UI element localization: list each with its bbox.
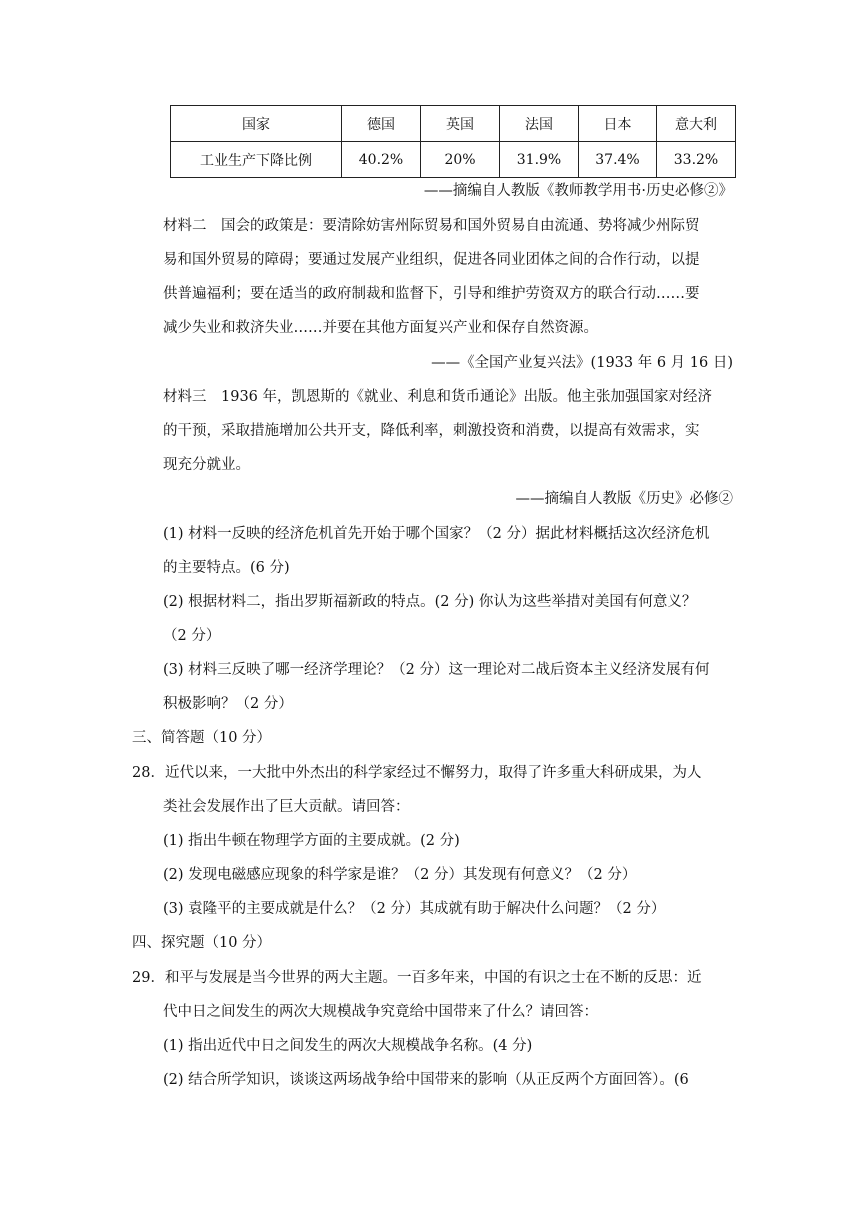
table-cell: 40.2% [342, 142, 421, 178]
question-line: 的主要特点。(6 分) [163, 560, 290, 576]
table-cell: 31.9% [500, 142, 579, 178]
text-line: 供普遍福利；要在适当的政府制裁和监督下，引导和维护劳资双方的联合行动……要 [163, 286, 700, 302]
text-line: 易和国外贸易的障碍；要通过发展产业组织，促进各同业团体之间的合作行动，以提 [163, 252, 700, 268]
table-cell: 法国 [500, 106, 579, 142]
text-line: 的干预，采取措施增加公共开支，降低利率，刺激投资和消费，以提高有效需求，实 [163, 423, 700, 439]
table-header-row [171, 106, 736, 142]
question-line: 积极影响？（2 分） [163, 696, 293, 712]
table-cell: 德国 [342, 106, 421, 142]
text-line: 现充分就业。 [163, 457, 250, 473]
table-cell: 33.2% [657, 142, 736, 178]
table-row [171, 142, 736, 178]
table-cell: 37.4% [579, 142, 657, 178]
question-line: (1) 指出牛顿在物理学方面的主要成就。(2 分) [163, 833, 460, 849]
table-cell: 意大利 [657, 106, 736, 142]
text-line: 减少失业和救济失业……并要在其他方面复兴产业和保存自然资源。 [163, 320, 598, 336]
question-line: 28．近代以来，一大批中外杰出的科学家经过不懈努力，取得了许多重大科研成果，为人 [132, 765, 702, 781]
question-line: 29．和平与发展是当今世界的两大主题。一百多年来，中国的有识之士在不断的反思：近 [132, 970, 702, 986]
source-citation: ——摘编自人教版《教师教学用书·历史必修②》 [423, 183, 733, 199]
table-cell: 20% [421, 142, 500, 178]
source-citation: ——《全国产业复兴法》(1933 年 6 月 16 日) [431, 355, 733, 371]
question-line: 代中日之间发生的两次大规模战争究竟给中国带来了什么？请回答： [163, 1004, 598, 1020]
table-cell: 英国 [421, 106, 500, 142]
question-line: (2) 结合所学知识，谈谈这两场战争给中国带来的影响（从正反两个方面回答）。(6 [163, 1072, 689, 1088]
question-line: (1) 材料一反映的经济危机首先开始于哪个国家？（2 分）据此材料概括这次经济危机 [163, 526, 710, 542]
text-line: 材料三 1936 年，凯恩斯的《就业、利息和货币通论》出版。他主张加强国家对经济 [163, 389, 713, 405]
source-citation: ——摘编自人教版《历史》必修② [515, 491, 733, 507]
question-line: (3) 材料三反映了哪一经济学理论？（2 分）这一理论对二战后资本主义经济发展有何 [163, 662, 710, 678]
question-line: (2) 发现电磁感应现象的科学家是谁？（2 分）其发现有何意义？（2 分） [163, 867, 637, 883]
question-line: (1) 指出近代中日之间发生的两次大规模战争名称。(4 分) [163, 1038, 533, 1054]
question-line: （2 分） [163, 628, 221, 644]
question-line: (2) 根据材料二，指出罗斯福新政的特点。(2 分) 你认为这些举措对美国有何意义？ [163, 594, 697, 610]
table-cell: 国家 [171, 106, 342, 142]
table-cell: 工业生产下降比例 [171, 142, 342, 178]
section-heading: 三、简答题（10 分） [132, 730, 272, 746]
text-line: 材料二 国会的政策是：要清除妨害州际贸易和国外贸易自由流通、势将减少州际贸 [163, 218, 700, 234]
question-line: (3) 袁隆平的主要成就是什么？（2 分）其成就有助于解决什么问题？（2 分） [163, 901, 666, 917]
table-cell: 日本 [579, 106, 657, 142]
section-heading: 四、探究题（10 分） [132, 935, 272, 951]
industrial-decline-table [170, 105, 736, 178]
question-line: 类社会发展作出了巨大贡献。请回答： [163, 799, 410, 815]
